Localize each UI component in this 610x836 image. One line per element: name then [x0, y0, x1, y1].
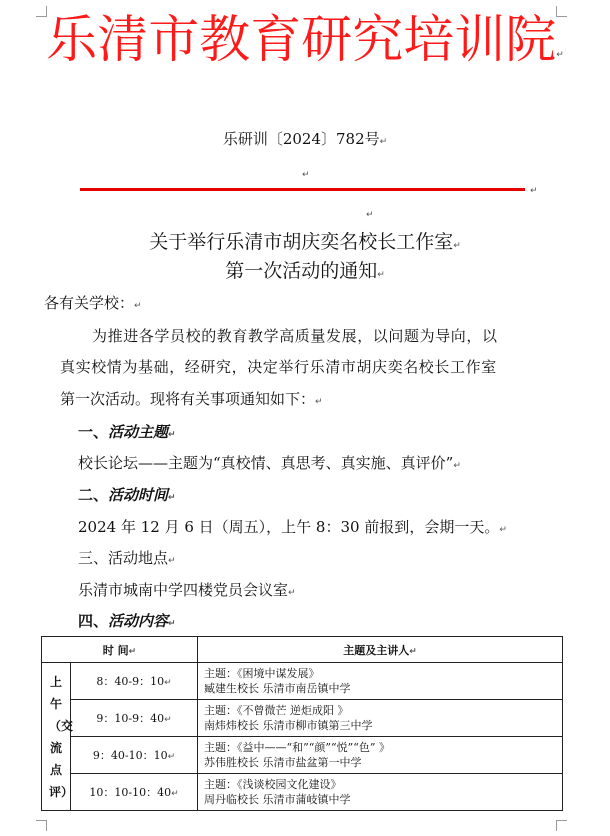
organization-name: 乐清市教育研究培训院↵ [46, 11, 564, 70]
notice-title-line2: 第一次活动的通知↵ [225, 260, 385, 282]
intro-line-1: 为推进各学员校的教育教学高质量发展，以问题为导向，以 [92, 327, 498, 345]
section-2-text: 2024 年 12 月 6 日（周五），上午 8：30 前报到，会期一天。↵ [78, 518, 507, 536]
section-1-text: 校长论坛——主题为“真校情、真思考、真实施、真评价”↵ [78, 454, 461, 472]
paragraph-mark: ↵ [530, 186, 538, 196]
table-row [42, 737, 563, 774]
table-header-row [42, 637, 563, 663]
topic-speaker: 苏伟胜校长 乐清市盐盆第一中学 [204, 756, 362, 769]
paragraph-mark: ↵ [366, 210, 374, 220]
intro-line-3: 第一次活动。现将有关事项通知如下：↵ [60, 390, 323, 408]
corner-mark-bottom-right [556, 820, 567, 831]
topic-speaker: 南炜炜校长 乐清市柳市镇第三中学 [204, 719, 373, 732]
table-row [42, 774, 563, 811]
section-4-heading: 四、活动内容↵ [78, 612, 176, 630]
topic-cell [198, 700, 563, 737]
section-2-heading: 二、活动时间↵ [78, 486, 176, 504]
notice-title-line1: 关于举行乐清市胡庆奕名校长工作室↵ [149, 231, 461, 253]
topic-title: 主题：《益中——“和”“颜”“悦”“色” 》 [204, 741, 390, 754]
topic-cell [198, 737, 563, 774]
time-cell: 8：40-9：10↵ [71, 663, 198, 700]
topic-title: 主题：《浅谈校园文化建设》 [204, 778, 342, 791]
time-cell: 10：10-10：40↵ [71, 774, 198, 811]
topic-speaker: 周丹临校长 乐清市蒲岐镇中学 [204, 793, 351, 806]
intro-line-2: 真实校情为基础，经研究，决定举行乐清市胡庆奕名校长工作室 [60, 358, 497, 376]
section-3-text: 乐清市城南中学四楼党员会议室↵ [78, 581, 296, 599]
red-divider-line [80, 188, 525, 191]
topic-cell [198, 663, 563, 700]
topic-title: 主题：《不曾微芒 逆炬成阳 》 [204, 704, 349, 717]
header-topic: 主题及主讲人↵ [198, 637, 563, 663]
topic-title: 主题：《困境中谋发展》 [204, 667, 320, 680]
time-cell: 9：40-10：10↵ [71, 737, 198, 774]
time-cell: 9：10-9：40↵ [71, 700, 198, 737]
topic-cell [198, 774, 563, 811]
table-row [42, 700, 563, 737]
section-1-heading: 一、活动主题↵ [78, 423, 176, 441]
table-row [42, 663, 563, 700]
topic-speaker: 臧建生校长 乐清市南岳镇中学 [204, 682, 351, 695]
schedule-table [41, 636, 563, 811]
paragraph-mark: ↵ [302, 170, 310, 180]
session-label: 上午（交流点评） [42, 663, 71, 811]
document-number: 乐研训〔2024〕782号↵ [222, 130, 388, 148]
header-time: 时 间↵ [42, 637, 198, 663]
salutation: 各有关学校：↵ [44, 294, 142, 312]
corner-mark-bottom-left [36, 820, 47, 831]
section-3-heading: 三、活动地点↵ [78, 549, 176, 567]
